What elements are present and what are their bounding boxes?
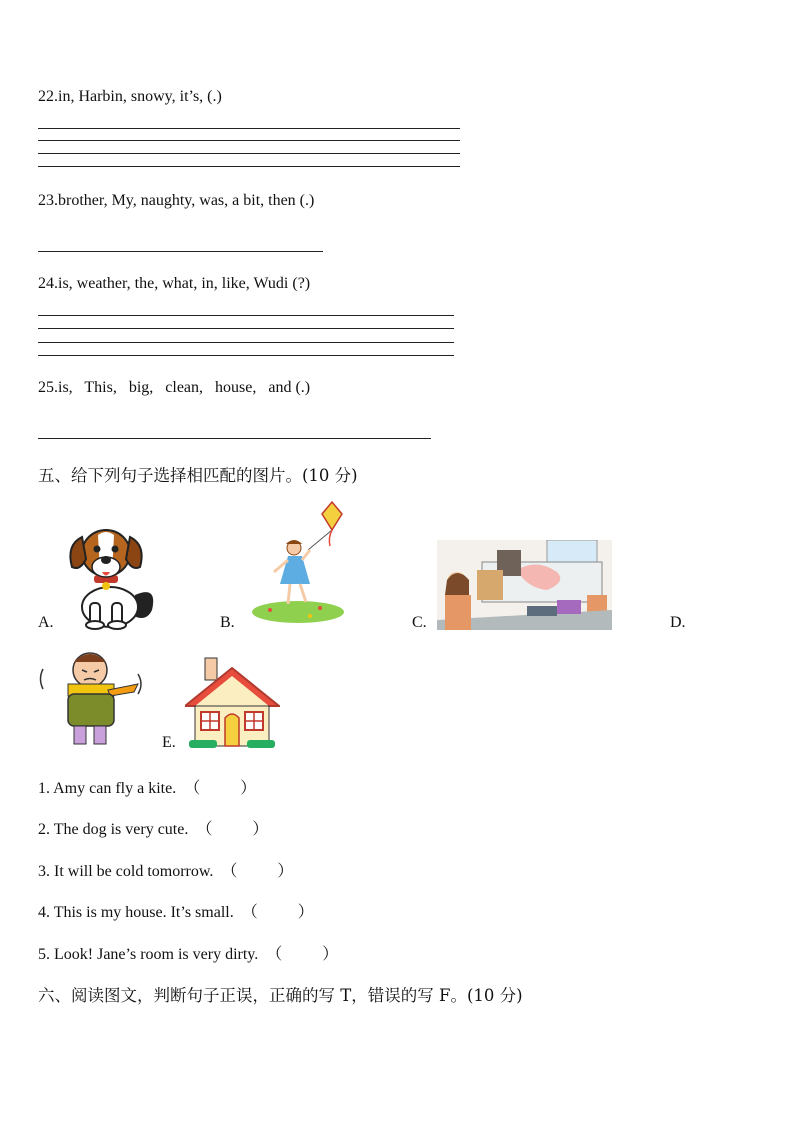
- answer-line[interactable]: [38, 128, 460, 129]
- messy-room-picture: [437, 540, 612, 630]
- answer-line[interactable]: [38, 328, 454, 329]
- option-label-c: C.: [412, 614, 427, 631]
- question-number: 24.: [38, 275, 58, 292]
- option-label-e: E.: [162, 734, 176, 751]
- answer-line[interactable]: [38, 355, 454, 356]
- answer-line[interactable]: [38, 251, 323, 252]
- answer-line[interactable]: [38, 315, 454, 316]
- answer-line[interactable]: [38, 153, 460, 154]
- question-number: 25.: [38, 379, 58, 396]
- question-23: [38, 192, 314, 210]
- girl-flying-kite-picture: [250, 500, 350, 625]
- option-label-a: A.: [38, 614, 54, 631]
- option-label-b: B.: [220, 614, 235, 631]
- question-number: 23.: [38, 192, 58, 209]
- dog-picture: [60, 515, 160, 630]
- answer-line[interactable]: [38, 140, 460, 141]
- match-item-5[interactable]: 5. Look! Jane’s room is very dirty. （ ）: [38, 946, 339, 963]
- question-text: is, This, big, clean, house, and (.): [58, 379, 311, 396]
- option-label-d: D.: [670, 614, 686, 631]
- question-number: 22.: [38, 88, 58, 105]
- question-25: [38, 379, 310, 397]
- section-6-title: 六、阅读图文，判断句子正误，正确的写 T，错误的写 F。(10 分): [38, 986, 523, 1005]
- answer-line[interactable]: [38, 342, 454, 343]
- match-item-4[interactable]: 4. This is my house. It’s small. （ ）: [38, 904, 314, 921]
- match-item-3[interactable]: 3. It will be cold tomorrow. （ ）: [38, 863, 294, 880]
- match-item-2[interactable]: 2. The dog is very cute. （ ）: [38, 821, 269, 838]
- question-text: brother, My, naughty, was, a bit, then (.): [58, 192, 315, 209]
- cold-man-picture: [38, 644, 148, 749]
- question-24: [38, 275, 310, 293]
- question-22: [38, 88, 222, 106]
- question-text: is, weather, the, what, in, like, Wudi (?): [58, 275, 311, 292]
- answer-line[interactable]: [38, 166, 460, 167]
- section-5-title: 五、给下列句子选择相匹配的图片。(10 分): [38, 466, 358, 485]
- match-item-1[interactable]: 1. Amy can fly a kite. （ ）: [38, 780, 257, 797]
- answer-line[interactable]: [38, 438, 431, 439]
- house-picture: [185, 656, 280, 751]
- question-text: in, Harbin, snowy, it’s, (.): [58, 88, 222, 105]
